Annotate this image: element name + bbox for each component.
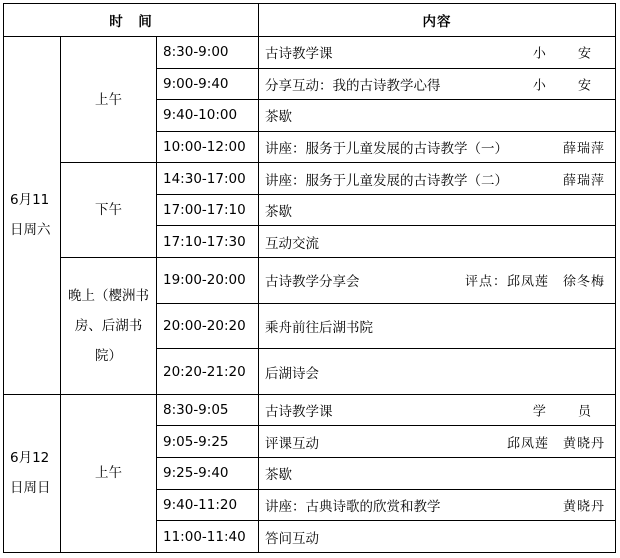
session-title: 讲座：古典诗歌的欣赏和教学: [265, 498, 441, 515]
session-title: 讲座：服务于儿童发展的古诗教学（二）: [265, 172, 509, 189]
content-cell: [259, 426, 616, 458]
content-cell: [259, 489, 616, 521]
day-label-text: 6月11日周六: [10, 192, 51, 239]
session-title: 互动交流: [265, 235, 320, 252]
content-cell: [259, 226, 616, 258]
period-label: 上午: [61, 394, 157, 552]
session-title: 茶歇: [265, 204, 293, 221]
content-cell: [259, 131, 616, 163]
day-label: [4, 394, 61, 552]
content-cell: [259, 458, 616, 490]
time-cell: 9:40-10:00: [157, 100, 259, 132]
time-cell: 9:05-9:25: [157, 426, 259, 458]
content-cell: [259, 163, 616, 195]
session-title: 后湖诗会: [265, 365, 320, 382]
session-title: 答问互动: [265, 530, 320, 547]
day-label-text: 6月12日周日: [10, 450, 51, 497]
speaker: 邱凤莲 黄晓丹: [507, 436, 606, 452]
content-cell: [259, 521, 616, 553]
table-row: [4, 37, 616, 69]
speaker: 薛瑞萍: [563, 173, 606, 189]
content-cell: [259, 303, 616, 349]
day-label: [4, 37, 61, 395]
time-cell: 20:00-20:20: [157, 303, 259, 349]
time-cell: 9:25-9:40: [157, 458, 259, 490]
period-label: 上午: [61, 37, 157, 163]
time-cell: 17:00-17:10: [157, 194, 259, 226]
session-title: 乘舟前往后湖书院: [265, 319, 374, 336]
table-row: [4, 258, 616, 304]
speaker: 小 安: [532, 46, 606, 62]
session-title: 评课互动: [265, 435, 320, 452]
time-cell: 9:00-9:40: [157, 68, 259, 100]
session-title: 古诗教学课: [265, 46, 333, 63]
content-cell: [259, 68, 616, 100]
content-cell: [259, 349, 616, 395]
time-cell: 17:10-17:30: [157, 226, 259, 258]
table-row: [4, 163, 616, 195]
time-cell: 10:00-12:00: [157, 131, 259, 163]
content-cell: [259, 100, 616, 132]
time-cell: 8:30-9:05: [157, 394, 259, 426]
time-cell: 8:30-9:00: [157, 37, 259, 69]
content-header: 内容: [259, 4, 616, 37]
session-title: 古诗教学分享会: [265, 274, 360, 291]
schedule-table: [3, 3, 616, 553]
period-label: 下午: [61, 163, 157, 258]
content-cell: [259, 258, 616, 304]
session-title: 茶歇: [265, 467, 293, 484]
time-cell: 11:00-11:40: [157, 521, 259, 553]
speaker: 黄晓丹: [563, 499, 606, 515]
period-label: 晚上（樱洲书房、后湖书院）: [61, 258, 157, 395]
table-row: [4, 394, 616, 426]
time-cell: 14:30-17:00: [157, 163, 259, 195]
content-cell: [259, 194, 616, 226]
speaker: 学 员: [532, 404, 606, 420]
session-title: 分享互动：我的古诗教学心得: [265, 77, 441, 94]
time-cell: 20:20-21:20: [157, 349, 259, 395]
session-title: 讲座：服务于儿童发展的古诗教学（一）: [265, 141, 509, 158]
header-row: [4, 4, 616, 37]
time-cell: 9:40-11:20: [157, 489, 259, 521]
session-title: 古诗教学课: [265, 404, 333, 421]
content-cell: [259, 37, 616, 69]
speaker: 薛瑞萍: [563, 141, 606, 157]
time-cell: 19:00-20:00: [157, 258, 259, 304]
time-header: 时 间: [4, 4, 259, 37]
speaker: 小 安: [532, 78, 606, 94]
session-title: 茶歇: [265, 109, 293, 126]
speaker: 评点：邱凤莲 徐冬梅: [465, 274, 606, 290]
content-cell: [259, 394, 616, 426]
